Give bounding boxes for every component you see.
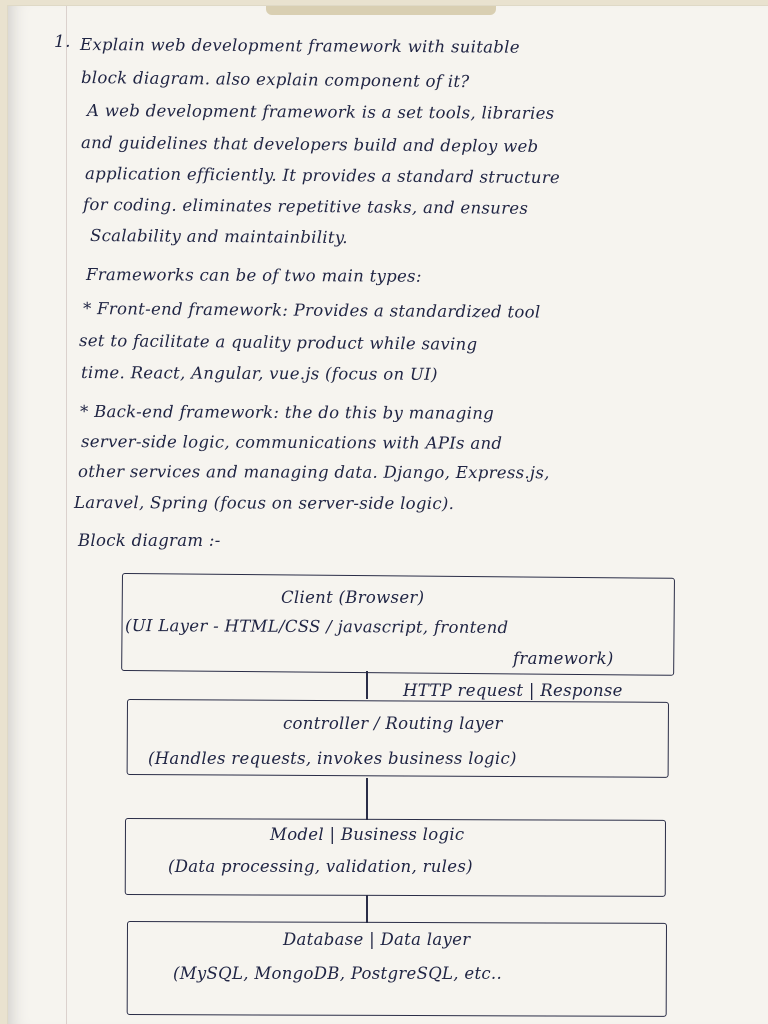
intro-line-1: A web development framework is a set tools, libraries xyxy=(86,101,555,123)
backend-line-3: other services and managing data. Django, Express.js, xyxy=(77,462,550,483)
question-number: 1. xyxy=(54,32,71,52)
connector-controller-model xyxy=(366,778,368,820)
database-box-line-1: (MySQL, MongoDB, PostgreSQL, etc.. xyxy=(173,964,503,983)
database-box-title: Database | Data layer xyxy=(283,930,471,949)
client-box-line-1: (UI Layer - HTML/CSS / javascript, frontend xyxy=(124,615,509,638)
frontend-line-3: time. React, Angular, vue.js (focus on UI) xyxy=(80,363,438,384)
client-box-title: Client (Browser) xyxy=(281,588,425,607)
model-box-line-1: (Data processing, validation, rules) xyxy=(168,857,473,876)
backend-line-2: server-side logic, communications with APIs and xyxy=(80,432,503,453)
page-top-tab xyxy=(266,6,496,15)
question-line-1: Explain web development framework with suitable xyxy=(79,35,520,57)
intro-line-4: for coding. eliminates repetitive tasks, and ensures xyxy=(82,195,529,218)
connector-client-controller xyxy=(366,671,368,699)
model-box-title: Model | Business logic xyxy=(270,825,465,844)
backend-line-1: * Back-end framework: the do this by managing xyxy=(79,402,495,423)
connector-model-database xyxy=(366,895,368,923)
intro-line-5: Scalability and maintainbility. xyxy=(89,226,348,248)
diagram-heading: Block diagram :- xyxy=(78,531,221,550)
controller-box-line-1: (Handles requests, invokes business logic) xyxy=(148,749,517,768)
frontend-line-2: set to facilitate a quality product while saving xyxy=(78,331,478,354)
backend-line-4: Laravel, Spring (focus on server-side logic). xyxy=(73,493,455,513)
margin-line xyxy=(66,6,67,1024)
intro-line-3: application efficiently. It provides a standard structure xyxy=(84,164,561,188)
client-box-line-2: framework) xyxy=(513,649,614,668)
http-request-response-label: HTTP request | Response xyxy=(403,681,623,700)
notebook-page xyxy=(8,6,768,1024)
controller-box-title: controller / Routing layer xyxy=(283,714,503,733)
question-line-2: block diagram. also explain component of it? xyxy=(80,68,470,92)
frontend-line-1: * Front-end framework: Provides a standardized tool xyxy=(82,299,541,322)
types-heading: Frameworks can be of two main types: xyxy=(85,265,422,286)
intro-line-2: and guidelines that developers build and deploy web xyxy=(80,133,539,156)
